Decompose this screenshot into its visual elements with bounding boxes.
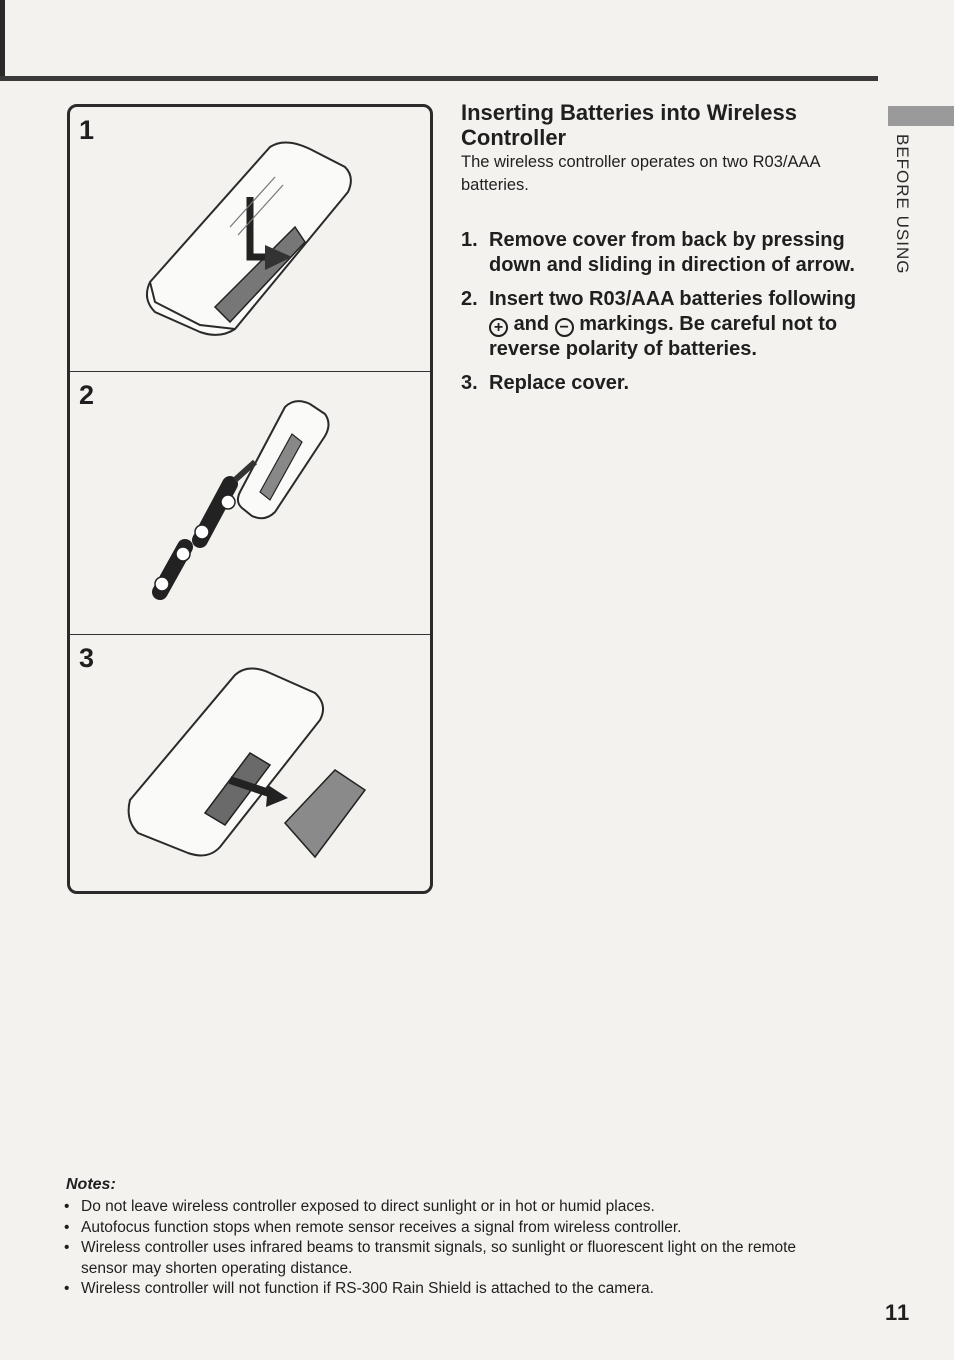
instruction-step-text: Insert two R03/AAA batteries following [489,288,857,310]
instruction-step-text: Remove cover from back by pressing down and sliding in direction of arrow. [489,229,855,276]
note-item: • Wireless controller uses infrared beams to transmit signals, so sunlight or fluorescent light on the remote sensor may shorten operating distance. [64,1238,834,1279]
instruction-step-number: 1. [461,229,478,251]
cover-replacement-drawing [70,635,430,891]
remote-cover-removal-drawing [70,107,430,369]
intro-text: The wireless controller operates on two R03/AAA batteries. [461,153,820,194]
notes-list [64,1197,834,1300]
illustration-frame [67,104,433,894]
section-title: Inserting Batteries into Wireless Controller [461,100,798,150]
battery-insertion-drawing [70,372,430,632]
instruction-step-text: markings. Be careful not to reverse polarity of batteries. [489,312,838,360]
instruction-step-2 [461,287,861,361]
notes-title: Notes: [66,1176,116,1193]
illustration-step-2 [70,372,430,635]
note-item: • Do not leave wireless controller exposed to direct sunlight or in hot or humid places. [64,1197,834,1218]
instruction-step-number: 2. [461,288,478,310]
instruction-steps [461,228,861,406]
section-side-label: BEFORE USING [893,134,912,275]
page-number: 11 [885,1300,911,1325]
illustration-step-1 [70,107,430,372]
instruction-step-3 [461,371,861,396]
step-number-1: 1 [79,115,95,145]
step-number-3: 3 [79,643,95,673]
step-number-2: 2 [79,380,95,410]
instruction-step-text: and [513,312,550,335]
illustration-step-3 [70,635,430,891]
instruction-step-number: 3. [461,372,478,394]
minus-polarity-icon: − [555,318,574,337]
page-edge [0,0,5,80]
instruction-step-1 [461,228,861,277]
top-rule [0,76,878,81]
plus-polarity-icon: + [489,318,508,337]
note-item: • Wireless controller will not function if RS-300 Rain Shield is attached to the camera. [64,1279,834,1300]
instruction-step-text: Replace cover. [489,372,630,394]
note-item: • Autofocus function stops when remote sensor receives a signal from wireless controller. [64,1218,834,1239]
section-tab-marker [888,106,954,126]
